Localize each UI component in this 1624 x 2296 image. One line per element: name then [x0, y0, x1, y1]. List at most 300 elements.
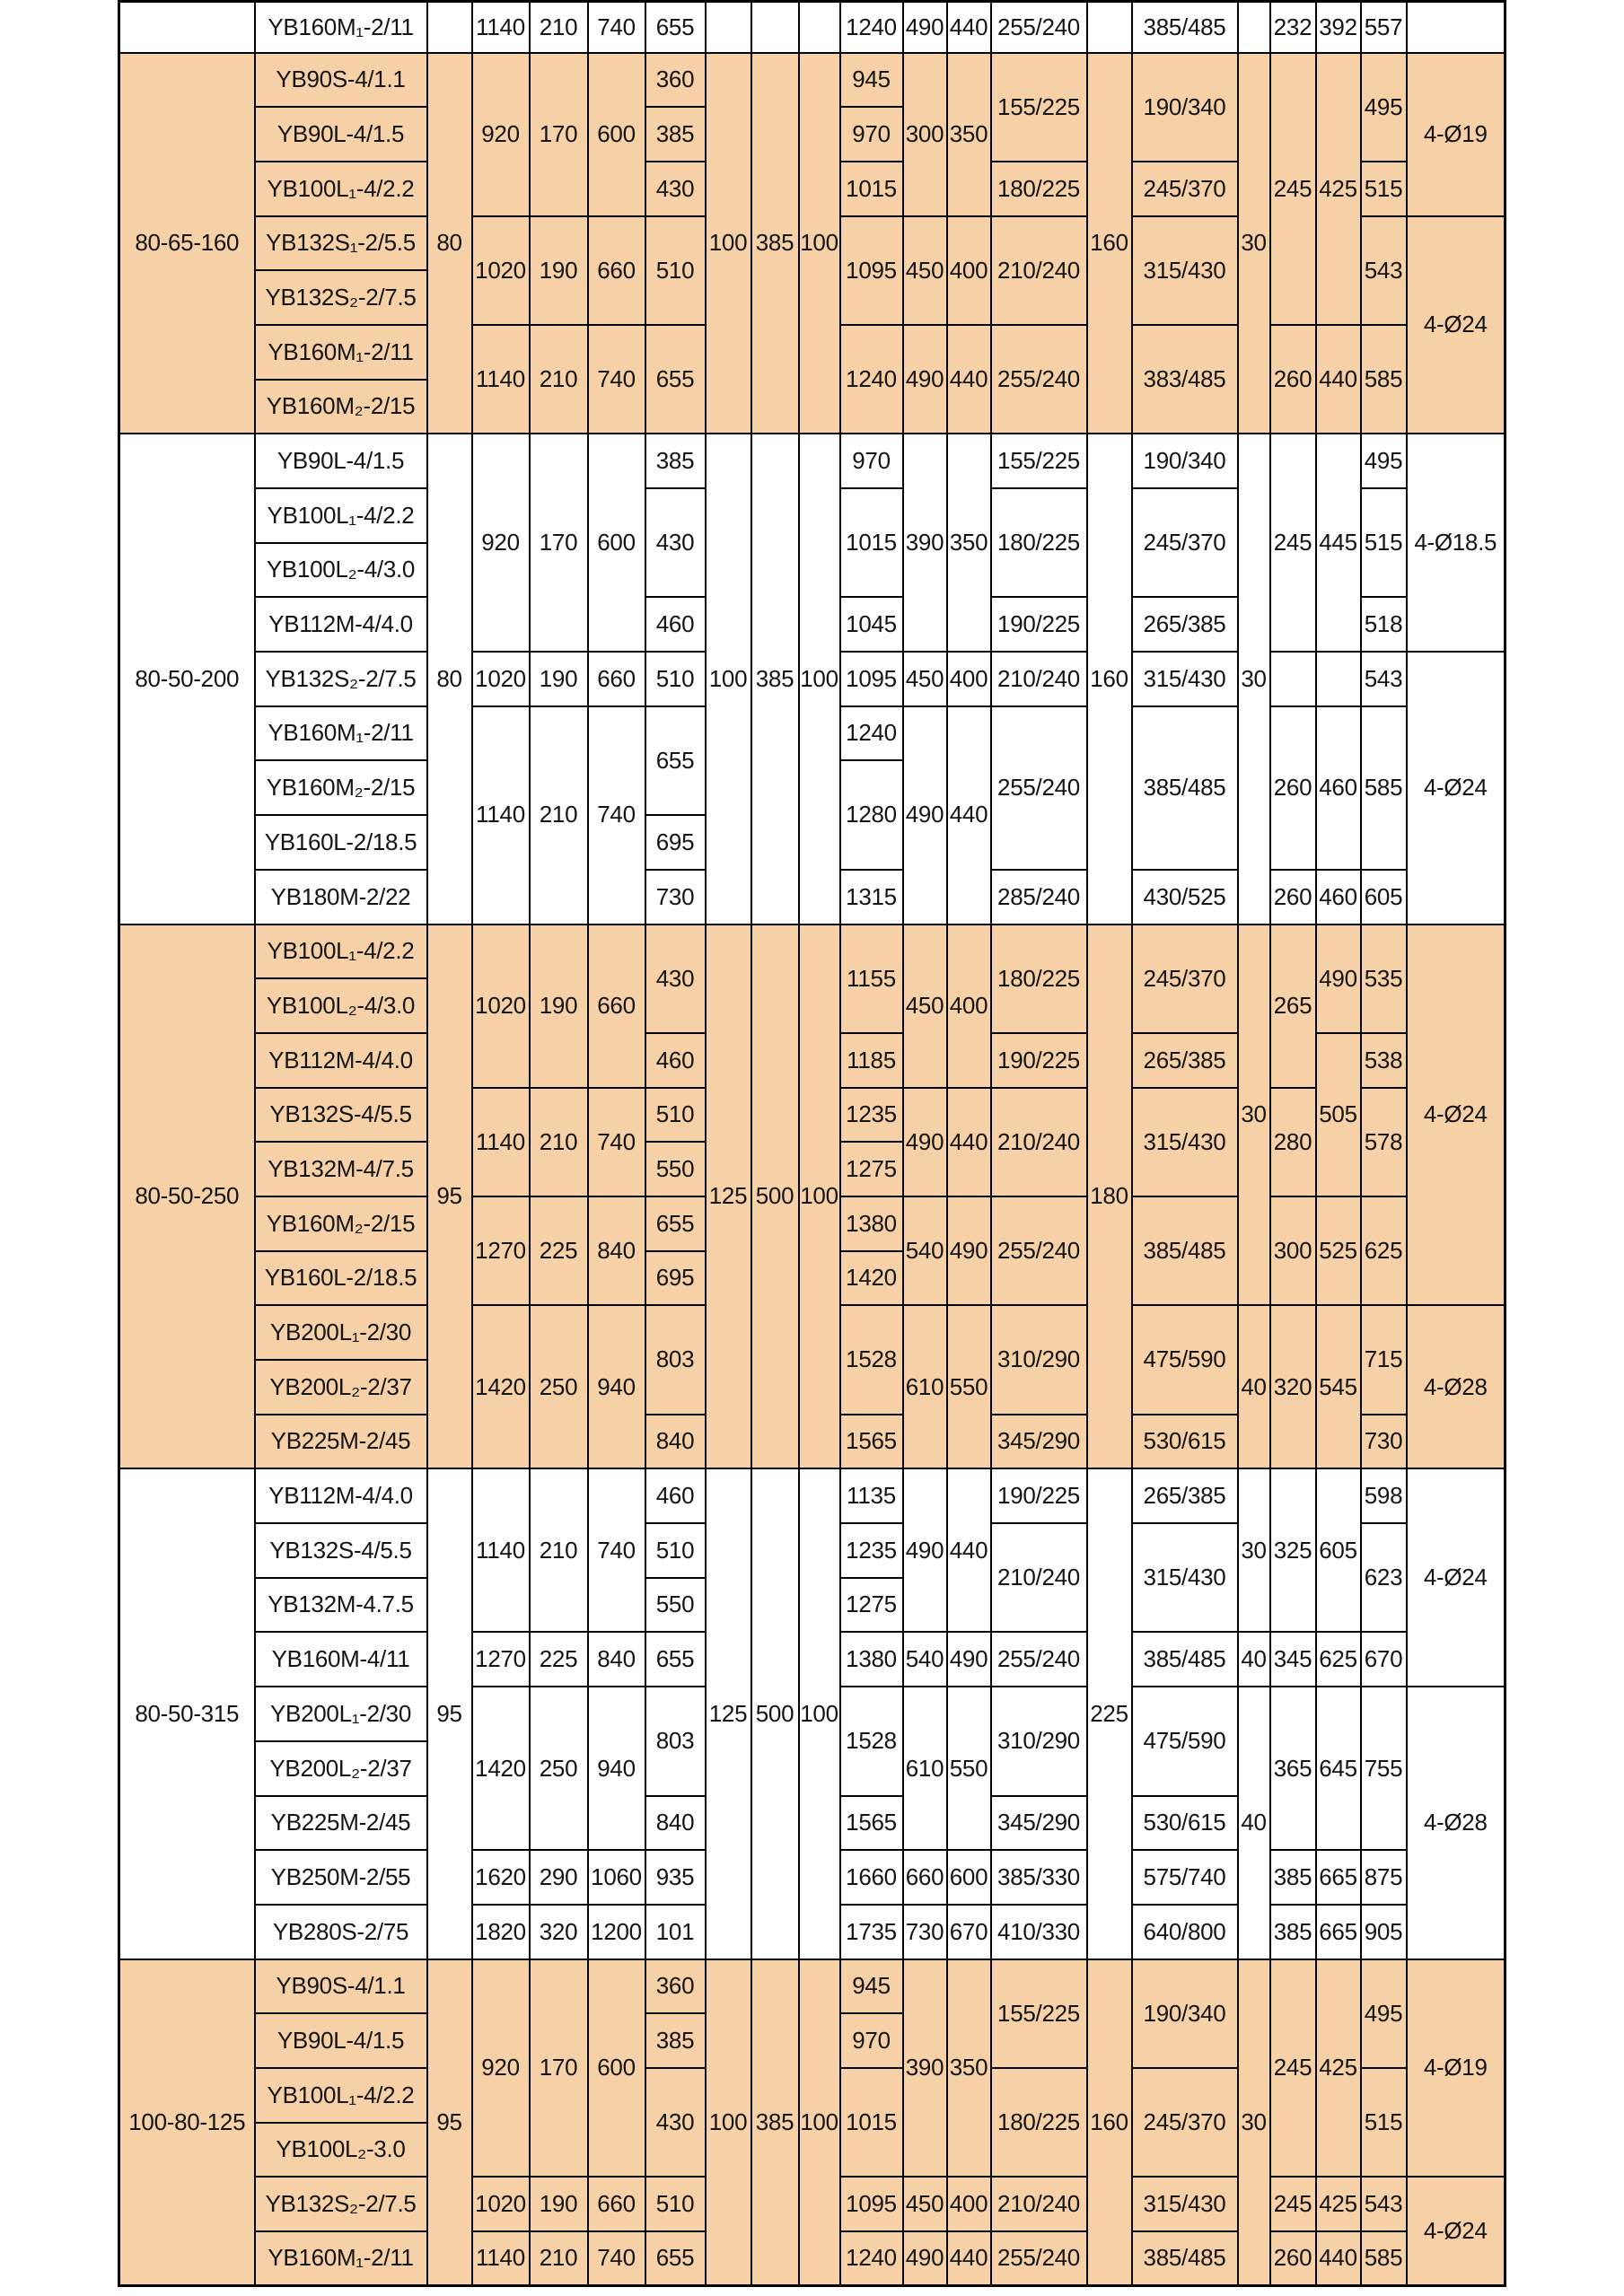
value-cell: 190 — [530, 216, 588, 325]
value-cell: 210/240 — [991, 2177, 1087, 2231]
value-cell: 660 — [588, 216, 645, 325]
value-cell: 1140 — [472, 325, 530, 434]
value-cell: 460 — [1316, 870, 1361, 925]
value-cell: 30 — [1238, 53, 1270, 434]
value-cell: 510 — [645, 2177, 706, 2231]
value-cell: 170 — [530, 434, 588, 652]
value-cell: 210/240 — [991, 216, 1087, 325]
value-cell: 605 — [1316, 1468, 1361, 1632]
value-cell: 400 — [947, 2177, 991, 2231]
motor-model-cell: YB100L₁-4/2.2 — [255, 488, 427, 543]
value-cell: 660 — [903, 1850, 947, 1905]
value-cell: 1015 — [840, 162, 903, 216]
value-cell: 385 — [645, 434, 706, 488]
value-cell: 255/240 — [991, 1632, 1087, 1687]
value-cell: 598 — [1361, 1468, 1407, 1523]
value-cell: 385 — [751, 434, 799, 924]
value-cell — [799, 2, 840, 53]
value-cell — [1407, 2, 1505, 53]
value-cell: 385/485 — [1132, 1632, 1238, 1687]
value-cell: 945 — [840, 53, 903, 108]
value-cell: 665 — [1316, 1850, 1361, 1905]
value-cell: 1240 — [840, 325, 903, 434]
value-cell: 600 — [588, 53, 645, 216]
value-cell: 265/385 — [1132, 1033, 1238, 1088]
value-cell: 525 — [1316, 1196, 1361, 1305]
motor-model-cell: YB200L₁-2/30 — [255, 1305, 427, 1360]
motor-model-cell: YB160L-2/18.5 — [255, 815, 427, 870]
pump-model-cell: 80-50-200 — [119, 434, 255, 924]
value-cell: 100 — [799, 1959, 840, 2286]
value-cell: 540 — [903, 1196, 947, 1305]
value-cell: 1240 — [840, 2231, 903, 2286]
value-cell: 1135 — [840, 1468, 903, 1523]
value-cell: 430 — [645, 925, 706, 1033]
value-cell: 505 — [1316, 1033, 1361, 1196]
value-cell: 1095 — [840, 652, 903, 706]
value-cell: 350 — [947, 434, 991, 652]
value-cell: 490 — [903, 706, 947, 925]
value-cell: 440 — [947, 1088, 991, 1196]
value-cell: 210 — [530, 1088, 588, 1196]
motor-model-cell: YB100L₁-4/2.2 — [255, 2068, 427, 2123]
value-cell: 430 — [645, 162, 706, 216]
value-cell: 1140 — [472, 1088, 530, 1196]
value-cell: 210/240 — [991, 652, 1087, 706]
value-cell: 385 — [645, 107, 706, 162]
value-cell: 460 — [645, 1033, 706, 1088]
value-cell: 245/370 — [1132, 2068, 1238, 2177]
value-cell: 260 — [1270, 2231, 1316, 2286]
value-cell: 210/240 — [991, 1088, 1087, 1196]
value-cell: 940 — [588, 1687, 645, 1850]
value-cell: 510 — [645, 216, 706, 325]
value-cell: 695 — [645, 815, 706, 870]
value-cell: 740 — [588, 706, 645, 925]
motor-model-cell: YB90L-4/1.5 — [255, 434, 427, 488]
value-cell: 740 — [588, 2231, 645, 2286]
motor-model-cell: YB160M₁-2/11 — [255, 2231, 427, 2286]
value-cell: 1020 — [472, 652, 530, 706]
value-cell: 1185 — [840, 1033, 903, 1088]
value-cell: 360 — [645, 53, 706, 108]
value-cell: 515 — [1361, 162, 1407, 216]
value-cell — [751, 2, 799, 53]
value-cell: 920 — [472, 53, 530, 216]
value-cell: 225 — [530, 1632, 588, 1687]
value-cell: 315/430 — [1132, 1088, 1238, 1196]
value-cell: 190 — [530, 652, 588, 706]
value-cell: 440 — [947, 2231, 991, 2286]
value-cell: 518 — [1361, 597, 1407, 652]
motor-model-cell: YB132M-4/7.5 — [255, 1142, 427, 1196]
value-cell: 4-Ø19 — [1407, 1959, 1505, 2178]
value-cell: 155/225 — [991, 434, 1087, 488]
value-cell: 970 — [840, 434, 903, 488]
value-cell: 4-Ø24 — [1407, 2177, 1505, 2285]
motor-model-cell: YB160L-2/18.5 — [255, 1251, 427, 1306]
value-cell: 245 — [1270, 434, 1316, 652]
value-cell: 460 — [1316, 706, 1361, 870]
value-cell: 383/485 — [1132, 325, 1238, 434]
value-cell: 250 — [530, 1305, 588, 1468]
value-cell: 100 — [799, 925, 840, 1469]
table-row — [119, 1468, 1505, 1523]
value-cell: 655 — [645, 325, 706, 434]
value-cell: 101 — [645, 1905, 706, 1959]
value-cell: 740 — [588, 2, 645, 53]
value-cell: 180 — [1087, 925, 1132, 1469]
value-cell: 4-Ø18.5 — [1407, 434, 1505, 652]
value-cell: 940 — [588, 1305, 645, 1468]
value-cell: 600 — [947, 1850, 991, 1905]
value-cell: 610 — [903, 1305, 947, 1468]
value-cell: 490 — [903, 1088, 947, 1196]
value-cell: 970 — [840, 2013, 903, 2068]
value-cell: 440 — [947, 1468, 991, 1632]
value-cell: 100 — [799, 1468, 840, 1959]
value-cell: 30 — [1238, 434, 1270, 924]
value-cell: 232 — [1270, 2, 1316, 53]
value-cell: 730 — [645, 870, 706, 925]
value-cell: 95 — [427, 1468, 472, 1959]
value-cell: 515 — [1361, 2068, 1407, 2177]
value-cell: 1528 — [840, 1305, 903, 1414]
motor-model-cell: YB132S₂-2/7.5 — [255, 270, 427, 325]
value-cell: 540 — [903, 1632, 947, 1687]
value-cell: 1420 — [472, 1687, 530, 1850]
value-cell: 385/485 — [1132, 2231, 1238, 2286]
value-cell: 945 — [840, 1959, 903, 2014]
value-cell: 440 — [1316, 325, 1361, 434]
value-cell: 1140 — [472, 1468, 530, 1632]
value-cell: 1095 — [840, 216, 903, 325]
value-cell: 1420 — [840, 1251, 903, 1306]
value-cell: 840 — [588, 1632, 645, 1687]
value-cell: 410/330 — [991, 1905, 1087, 1959]
value-cell: 400 — [947, 925, 991, 1088]
value-cell: 385 — [1270, 1850, 1316, 1905]
motor-model-cell: YB200L₁-2/30 — [255, 1687, 427, 1741]
value-cell: 1420 — [472, 1305, 530, 1468]
value-cell: 390 — [903, 434, 947, 652]
value-cell: 245 — [1270, 1959, 1316, 2178]
value-cell: 255/240 — [991, 325, 1087, 434]
value-cell: 430/525 — [1132, 870, 1238, 925]
value-cell: 245/370 — [1132, 925, 1238, 1033]
value-cell: 1528 — [840, 1687, 903, 1795]
value-cell: 80 — [427, 53, 472, 434]
value-cell: 1270 — [472, 1196, 530, 1305]
value-cell: 385/485 — [1132, 706, 1238, 870]
value-cell: 80 — [427, 434, 472, 924]
value-cell: 100 — [706, 434, 751, 924]
value-cell: 30 — [1238, 925, 1270, 1306]
motor-model-cell: YB112M-4/4.0 — [255, 597, 427, 652]
value-cell: 95 — [427, 925, 472, 1469]
value-cell: 578 — [1361, 1088, 1407, 1196]
motor-model-cell: YB132S₂-2/7.5 — [255, 2177, 427, 2231]
value-cell: 345 — [1270, 1632, 1316, 1687]
value-cell: 530/615 — [1132, 1415, 1238, 1469]
value-cell: 4-Ø19 — [1407, 53, 1505, 216]
pump-model-cell: 100-80-125 — [119, 1959, 255, 2286]
value-cell: 40 — [1238, 1687, 1270, 1959]
motor-model-cell: YB90S-4/1.1 — [255, 53, 427, 108]
value-cell: 210 — [530, 325, 588, 434]
value-cell: 515 — [1361, 488, 1407, 597]
value-cell: 450 — [903, 216, 947, 325]
value-cell: 1140 — [472, 2, 530, 53]
value-cell: 495 — [1361, 434, 1407, 488]
value-cell — [427, 2, 472, 53]
motor-model-cell: YB200L₂-2/37 — [255, 1360, 427, 1415]
value-cell: 585 — [1361, 2231, 1407, 2286]
value-cell: 803 — [645, 1305, 706, 1414]
value-cell: 655 — [645, 2231, 706, 2286]
value-cell: 440 — [947, 325, 991, 434]
value-cell: 4-Ø24 — [1407, 925, 1505, 1306]
value-cell: 160 — [1087, 1959, 1132, 2286]
value-cell: 665 — [1316, 1905, 1361, 1959]
value-cell — [706, 2, 751, 53]
value-cell: 4-Ø28 — [1407, 1305, 1505, 1468]
motor-model-cell: YB180M-2/22 — [255, 870, 427, 925]
value-cell: 190/225 — [991, 597, 1087, 652]
value-cell: 905 — [1361, 1905, 1407, 1959]
value-cell: 625 — [1316, 1632, 1361, 1687]
value-cell: 490 — [947, 1632, 991, 1687]
value-cell: 543 — [1361, 652, 1407, 706]
value-cell: 190/340 — [1132, 434, 1238, 488]
value-cell: 320 — [1270, 1305, 1316, 1468]
value-cell: 210 — [530, 2, 588, 53]
value-cell: 95 — [427, 1959, 472, 2286]
pump-model-cell: 80-50-250 — [119, 925, 255, 1469]
value-cell: 255/240 — [991, 2, 1087, 53]
value-cell: 875 — [1361, 1850, 1407, 1905]
value-cell: 1095 — [840, 2177, 903, 2231]
value-cell: 740 — [588, 1468, 645, 1632]
value-cell: 970 — [840, 107, 903, 162]
value-cell: 385 — [751, 1959, 799, 2286]
value-cell: 125 — [706, 1468, 751, 1959]
value-cell: 550 — [645, 1142, 706, 1196]
value-cell: 260 — [1270, 325, 1316, 434]
value-cell: 655 — [645, 2, 706, 53]
value-cell: 345/290 — [991, 1415, 1087, 1469]
table-container — [118, 0, 1506, 2287]
value-cell: 640/800 — [1132, 1905, 1238, 1959]
value-cell: 475/590 — [1132, 1687, 1238, 1795]
value-cell: 645 — [1316, 1687, 1361, 1850]
value-cell: 1020 — [472, 216, 530, 325]
value-cell: 510 — [645, 652, 706, 706]
value-cell: 660 — [588, 925, 645, 1088]
value-cell: 500 — [751, 925, 799, 1469]
value-cell: 605 — [1361, 870, 1407, 925]
value-cell: 1240 — [840, 2, 903, 53]
value-cell: 585 — [1361, 325, 1407, 434]
motor-model-cell: YB225M-2/45 — [255, 1415, 427, 1469]
value-cell: 1275 — [840, 1578, 903, 1633]
value-cell: 100 — [706, 1959, 751, 2286]
value-cell: 155/225 — [991, 1959, 1087, 2068]
value-cell: 1565 — [840, 1415, 903, 1469]
value-cell: 490 — [903, 325, 947, 434]
value-cell: 190/225 — [991, 1033, 1087, 1088]
value-cell: 655 — [645, 706, 706, 815]
table-row — [119, 53, 1505, 108]
value-cell: 315/430 — [1132, 2177, 1238, 2231]
value-cell: 40 — [1238, 1632, 1270, 1687]
value-cell: 4-Ø28 — [1407, 1687, 1505, 1959]
value-cell — [1270, 652, 1316, 706]
value-cell: 585 — [1361, 706, 1407, 870]
value-cell: 445 — [1316, 434, 1361, 652]
value-cell: 265/385 — [1132, 597, 1238, 652]
value-cell: 1020 — [472, 925, 530, 1088]
value-cell: 210 — [530, 2231, 588, 2286]
value-cell: 490 — [903, 2, 947, 53]
value-cell: 730 — [1361, 1415, 1407, 1469]
value-cell: 4-Ø24 — [1407, 1468, 1505, 1687]
value-cell: 225 — [530, 1196, 588, 1305]
value-cell: 30 — [1238, 1468, 1270, 1632]
value-cell: 550 — [947, 1305, 991, 1468]
value-cell: 600 — [588, 434, 645, 652]
value-cell: 625 — [1361, 1196, 1407, 1305]
value-cell: 740 — [588, 1088, 645, 1196]
value-cell: 1820 — [472, 1905, 530, 1959]
value-cell: 840 — [588, 1196, 645, 1305]
motor-model-cell: YB280S-2/75 — [255, 1905, 427, 1959]
motor-model-cell: YB200L₂-2/37 — [255, 1741, 427, 1796]
value-cell: 255/240 — [991, 1196, 1087, 1305]
motor-model-cell: YB160M-4/11 — [255, 1632, 427, 1687]
value-cell: 670 — [947, 1905, 991, 1959]
value-cell: 440 — [947, 2, 991, 53]
value-cell: 245/370 — [1132, 162, 1238, 216]
value-cell: 490 — [1316, 925, 1361, 1033]
pump-model-cell: 80-50-315 — [119, 1468, 255, 1959]
motor-model-cell: YB100L₁-4/2.2 — [255, 162, 427, 216]
motor-model-cell: YB112M-4/4.0 — [255, 1468, 427, 1523]
value-cell: 285/240 — [991, 870, 1087, 925]
value-cell: 180/225 — [991, 925, 1087, 1033]
value-cell: 1735 — [840, 1905, 903, 1959]
pump-model-cell: 80-65-160 — [119, 53, 255, 434]
value-cell: 210 — [530, 1468, 588, 1632]
value-cell: 260 — [1270, 870, 1316, 925]
value-cell: 495 — [1361, 1959, 1407, 2068]
value-cell: 935 — [645, 1850, 706, 1905]
value-cell: 623 — [1361, 1523, 1407, 1632]
value-cell: 1315 — [840, 870, 903, 925]
value-cell: 1565 — [840, 1796, 903, 1851]
value-cell: 655 — [645, 1632, 706, 1687]
value-cell: 450 — [903, 925, 947, 1088]
value-cell: 1015 — [840, 2068, 903, 2177]
value-cell: 500 — [751, 1468, 799, 1959]
motor-model-cell: YB90S-4/1.1 — [255, 1959, 427, 2014]
value-cell: 360 — [645, 1959, 706, 2014]
motor-model-cell: YB100L₂-3.0 — [255, 2123, 427, 2178]
value-cell: 425 — [1316, 1959, 1361, 2178]
value-cell: 450 — [903, 652, 947, 706]
value-cell: 495 — [1361, 53, 1407, 162]
value-cell: 1020 — [472, 2177, 530, 2231]
value-cell: 180/225 — [991, 162, 1087, 216]
value-cell: 695 — [645, 1251, 706, 1306]
motor-model-cell: YB160M₁-2/11 — [255, 706, 427, 761]
value-cell: 600 — [588, 1959, 645, 2178]
value-cell: 400 — [947, 652, 991, 706]
value-cell: 245 — [1270, 2177, 1316, 2231]
value-cell: 803 — [645, 1687, 706, 1795]
value-cell: 265 — [1270, 925, 1316, 1088]
motor-model-cell: YB90L-4/1.5 — [255, 107, 427, 162]
value-cell: 170 — [530, 1959, 588, 2178]
value-cell: 350 — [947, 53, 991, 216]
value-cell: 490 — [903, 2231, 947, 2286]
table-row — [119, 925, 1505, 979]
value-cell: 543 — [1361, 2177, 1407, 2231]
value-cell: 1380 — [840, 1196, 903, 1251]
table-body — [119, 2, 1505, 2286]
value-cell: 575/740 — [1132, 1850, 1238, 1905]
value-cell: 430 — [645, 2068, 706, 2177]
value-cell: 920 — [472, 434, 530, 652]
motor-model-cell: YB112M-4/4.0 — [255, 1033, 427, 1088]
value-cell: 535 — [1361, 925, 1407, 1033]
value-cell: 475/590 — [1132, 1305, 1238, 1414]
pump-spec-table — [118, 0, 1506, 2287]
value-cell: 265/385 — [1132, 1468, 1238, 1523]
value-cell: 385 — [1270, 1905, 1316, 1959]
motor-model-cell: YB160M₁-2/11 — [255, 325, 427, 380]
value-cell: 280 — [1270, 1088, 1316, 1196]
value-cell: 180/225 — [991, 488, 1087, 597]
value-cell: 1045 — [840, 597, 903, 652]
value-cell: 610 — [903, 1687, 947, 1850]
value-cell: 425 — [1316, 53, 1361, 325]
value-cell: 225 — [1087, 1468, 1132, 1959]
motor-model-cell: YB160M₂-2/15 — [255, 380, 427, 434]
motor-model-cell: YB250M-2/55 — [255, 1850, 427, 1905]
value-cell: 315/430 — [1132, 216, 1238, 325]
value-cell: 538 — [1361, 1033, 1407, 1088]
value-cell: 460 — [645, 1468, 706, 1523]
value-cell: 260 — [1270, 706, 1316, 870]
value-cell: 385 — [751, 53, 799, 434]
value-cell: 315/430 — [1132, 1523, 1238, 1632]
value-cell: 245/370 — [1132, 488, 1238, 597]
value-cell: 840 — [645, 1415, 706, 1469]
value-cell: 310/290 — [991, 1687, 1087, 1795]
value-cell: 543 — [1361, 216, 1407, 325]
value-cell: 425 — [1316, 2177, 1361, 2231]
value-cell: 4-Ø24 — [1407, 652, 1505, 924]
value-cell: 660 — [588, 2177, 645, 2231]
value-cell: 450 — [903, 2177, 947, 2231]
value-cell: 715 — [1361, 1305, 1407, 1414]
value-cell: 1270 — [472, 1632, 530, 1687]
value-cell: 385/330 — [991, 1850, 1087, 1905]
value-cell: 550 — [947, 1687, 991, 1850]
motor-model-cell: YB225M-2/45 — [255, 1796, 427, 1851]
value-cell — [1087, 2, 1132, 53]
